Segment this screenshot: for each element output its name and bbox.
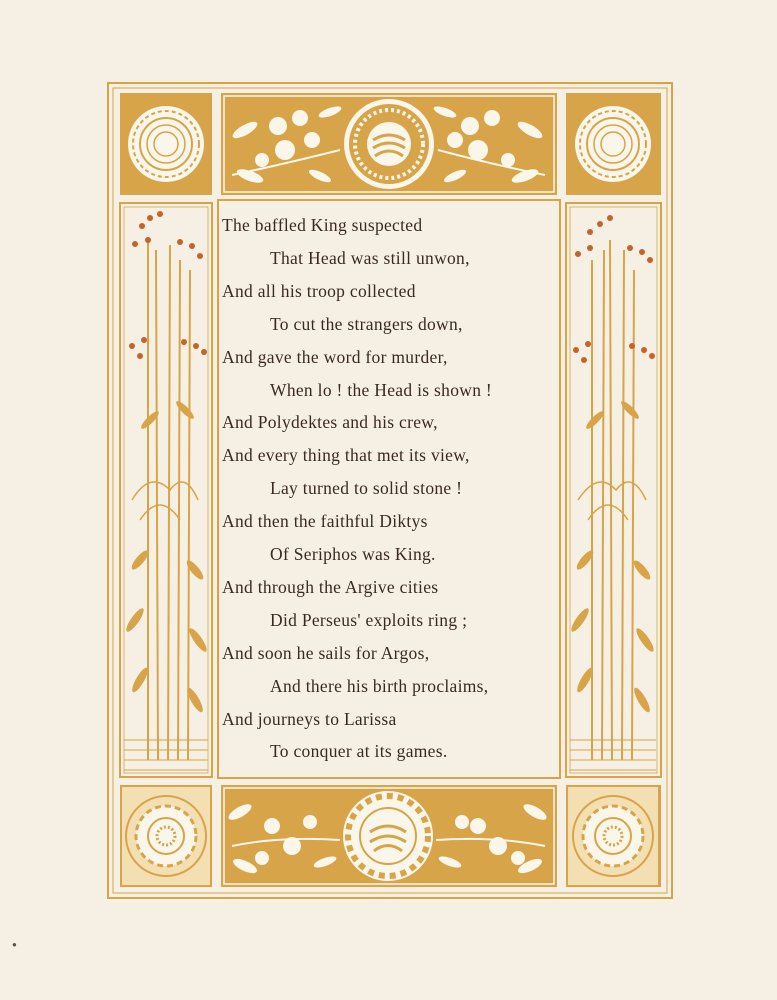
poem-line: And there his birth proclaims, [270, 675, 489, 696]
poem-line: Of Seriphos was King. [270, 544, 436, 564]
sun-medallion-icon [344, 99, 434, 189]
poem-line: And journeys to Larissa [222, 708, 397, 729]
poem-line: And gave the word for murder, [222, 346, 448, 367]
page-mark: ● [12, 940, 17, 949]
poem-line: When lo ! the Head is shown ! [270, 379, 493, 400]
sun-medallion-icon [343, 791, 433, 881]
poem-line: To cut the strangers down, [270, 313, 463, 334]
poem-text [222, 206, 554, 778]
poem-line: Did Perseus' exploits ring ; [270, 609, 468, 630]
lattice-ground [570, 740, 656, 770]
poem-line: And Polydektes and his crew, [222, 412, 438, 433]
poem-line: And all his troop collected [222, 280, 416, 301]
poem-line: The baffled King suspected [222, 215, 423, 235]
poem-line: To conquer at its games. [270, 741, 448, 762]
sunflower-icon [575, 106, 651, 182]
poem-line: Lay turned to solid stone ! [270, 478, 463, 499]
poem-line: And every thing that met its view, [222, 445, 470, 466]
poem-line: And soon he sails for Argos, [222, 642, 430, 663]
poem-line: That Head was still unwon, [270, 247, 470, 268]
lattice-ground [124, 740, 208, 770]
sunflower-icon [122, 787, 210, 885]
poem-line: And then the faithful Diktys [222, 511, 428, 532]
poem-line: And through the Argive cities [222, 576, 439, 597]
sunflower-icon [128, 106, 204, 182]
sunflower-icon [568, 787, 658, 885]
